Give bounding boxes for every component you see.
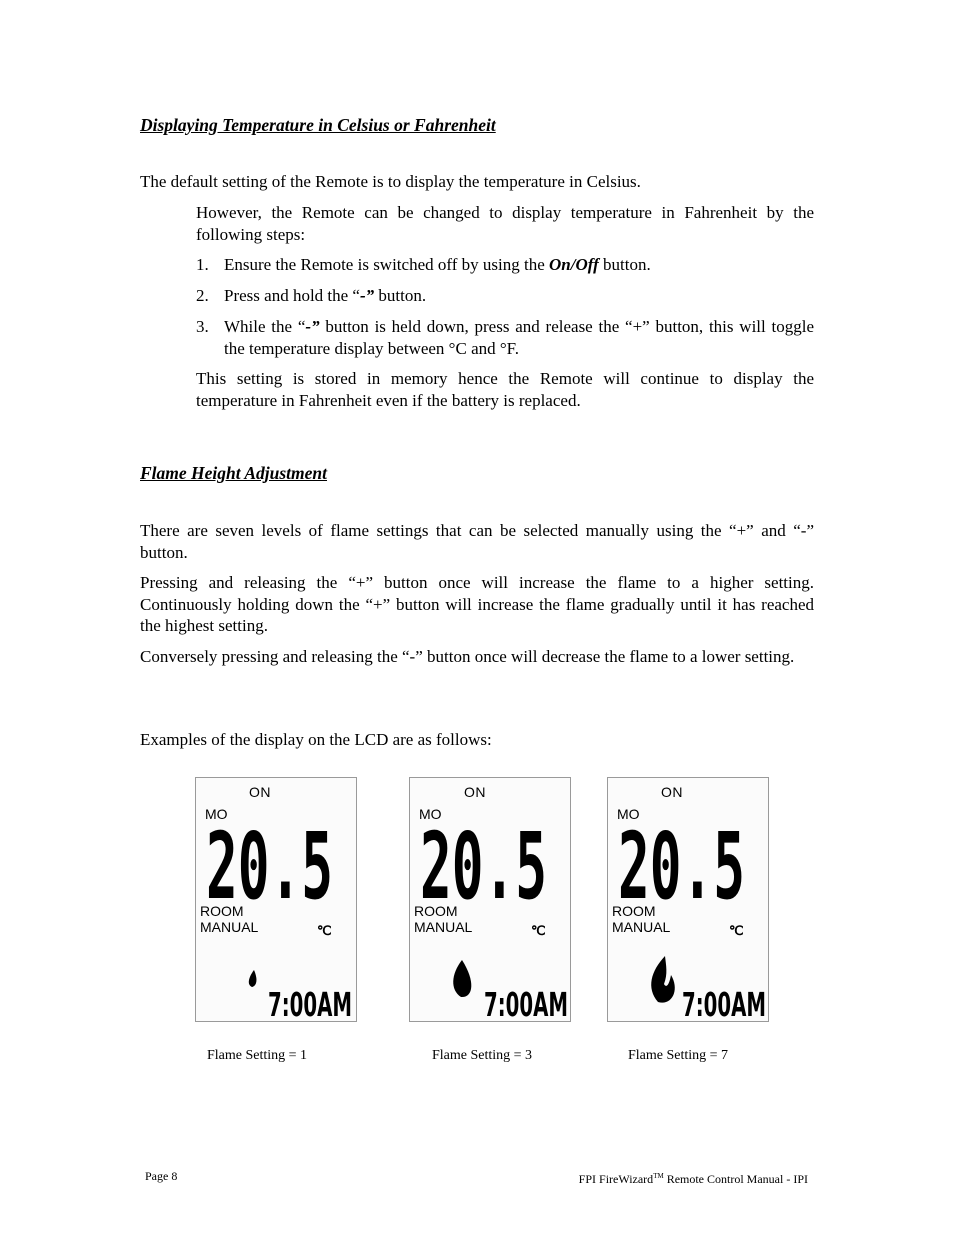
section-heading-temperature-units: Displaying Temperature in Celsius or Fahrenheit <box>140 115 496 135</box>
page-number: Page 8 <box>145 1169 178 1183</box>
step-number: 2. <box>196 286 209 305</box>
step-number: 1. <box>196 255 209 274</box>
on-indicator: ON <box>464 784 486 800</box>
temperature-readout: 20.5 <box>618 812 745 920</box>
step-text: Press and hold the “-” button. <box>224 286 427 305</box>
footer-title: FPI FireWizard™ Remote Control Manual - IPI <box>578 1172 808 1186</box>
celsius-indicator: ℃ <box>531 923 546 938</box>
decrease-flame-paragraph: Conversely pressing and releasing the “-” button once will decrease the flame to a lower setting. <box>140 647 795 666</box>
lcd-display-flame-1 <box>195 777 357 1022</box>
lcd-segments <box>196 778 358 1023</box>
time-readout: 7:00AM <box>268 985 352 1023</box>
step-text: Ensure the Remote is switched off by using the On/Off button. <box>224 255 651 274</box>
mode-indicator: ROOM MANUAL <box>612 903 671 935</box>
lcd-segments <box>608 778 770 1023</box>
day-indicator: MO <box>617 806 640 822</box>
intro-paragraph: The default setting of the Remote is to display the temperature in Celsius. <box>140 172 641 191</box>
on-off-label: On/Off <box>549 255 599 274</box>
on-indicator: ON <box>249 784 271 800</box>
celsius-indicator: ℃ <box>317 923 332 938</box>
increase-flame-paragraph: Pressing and releasing the “+” button once will increase the flame to a higher setting. Continuously holding down the “+” button will increase the flame gradually until it has reached the highest setting. <box>140 573 814 635</box>
caption-flame-7: Flame Setting = 7 <box>628 1048 729 1063</box>
day-indicator: MO <box>419 806 442 822</box>
section-heading-flame-height: Flame Height Adjustment <box>140 463 328 483</box>
flame-icon <box>453 960 471 997</box>
temperature-readout: 20.5 <box>420 812 547 920</box>
memory-note: This setting is stored in memory hence the Remote will continue to display the temperature in Fahrenheit even if the battery is replaced. <box>196 369 814 410</box>
celsius-indicator: ℃ <box>729 923 744 938</box>
temperature-readout: 20.5 <box>206 812 333 920</box>
on-indicator: ON <box>661 784 683 800</box>
mode-indicator: ROOM MANUAL <box>414 903 473 935</box>
step-item-3 <box>196 316 814 360</box>
lcd-display-flame-7 <box>607 777 769 1022</box>
lcd-examples-intro: Examples of the display on the LCD are as follows: <box>140 730 492 749</box>
caption-flame-3: Flame Setting = 3 <box>432 1048 533 1063</box>
day-indicator: MO <box>205 806 228 822</box>
flame-levels-paragraph: There are seven levels of flame settings that can be selected manually using the “+” and “-” button. <box>140 521 814 562</box>
fahrenheit-paragraph: However, the Remote can be changed to display temperature in Fahrenheit by the following steps: <box>196 203 814 244</box>
flame-icon <box>651 956 675 1003</box>
time-readout: 7:00AM <box>682 985 766 1023</box>
flame-icon <box>249 970 257 987</box>
caption-flame-1: Flame Setting = 1 <box>207 1048 308 1063</box>
mode-indicator: ROOM MANUAL <box>200 903 259 935</box>
lcd-display-flame-3 <box>409 777 571 1022</box>
lcd-segments <box>410 778 572 1023</box>
step-text: While the “-” button is held down, press and release the “+” button, this will toggle the temperature display between °C and °F. <box>224 317 815 358</box>
step-number: 3. <box>196 317 209 336</box>
trademark: TM <box>653 1172 664 1180</box>
time-readout: 7:00AM <box>484 985 568 1023</box>
